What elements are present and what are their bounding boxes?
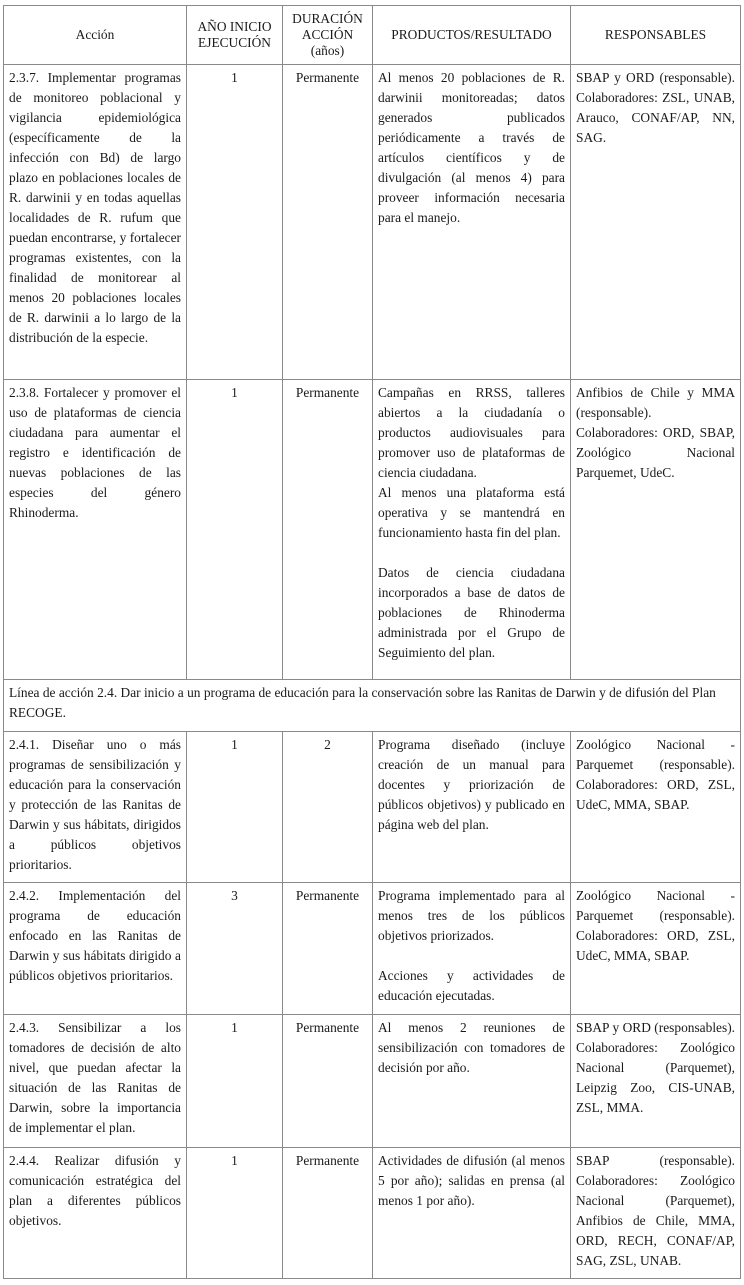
header-row [4, 6, 741, 65]
productos-paragraph: Campañas en RRSS, talleres abiertos a la ciudadanía o productos audiovisuales para promover uso de plataformas de ciencia ciudadana. [378, 385, 565, 480]
cell-ano: 1 [187, 1015, 283, 1148]
cell-duracion: 2 [283, 732, 373, 883]
cell-accion: 2.4.4. Realizar difusión y comunicación estratégica del plan a diferentes públicos objetivos. [4, 1148, 187, 1279]
cell-productos: Al menos 2 reuniones de sensibilización con tomadores de decisión por año. [373, 1015, 571, 1148]
linea-accion-text: Línea de acción 2.4. Dar inicio a un programa de educación para la conservación sobre las Ranitas de Darwin y de difusión del Plan RECOGE. [4, 680, 741, 732]
productos-paragraph: Acciones y actividades de educación ejecutadas. [378, 968, 565, 1003]
header-ano-inicio: AÑO INICIO EJECUCIÓN [187, 6, 283, 65]
cell-duracion: Permanente [283, 380, 373, 680]
cell-accion: 2.4.2. Implementación del programa de educación enfocado en las Ranitas de Darwin y sus hábitats dirigido a públicos objetivos prioritarios. [4, 883, 187, 1015]
table-row [4, 1015, 741, 1148]
cell-duracion: Permanente [283, 1015, 373, 1148]
cell-responsables: Zoológico Nacional - Parquemet (responsable). Colaboradores: ORD, ZSL, UdeC, MMA, SBAP. [571, 883, 741, 1015]
header-accion: Acción [4, 6, 187, 65]
table-row [4, 883, 741, 1015]
paragraph-gap [378, 946, 565, 966]
cell-ano: 3 [187, 883, 283, 1015]
cell-productos [373, 883, 571, 1015]
header-responsables: RESPONSABLES [571, 6, 741, 65]
productos-paragraph: Programa implementado para al menos tres de los públicos objetivos priorizados. [378, 888, 565, 943]
cell-accion: 2.4.1. Diseñar uno o más programas de sensibilización y educación para la conservación y protección de las Ranitas de Darwin y sus hábitats, dirigidos a públicos objetivos prioritarios. [4, 732, 187, 883]
cell-accion: 2.3.8. Fortalecer y promover el uso de plataformas de ciencia ciudadana para aumentar el registro e identificación de nuevas poblaciones de las especies del género Rhinoderma. [4, 380, 187, 680]
cell-ano: 1 [187, 1148, 283, 1279]
productos-paragraph: Al menos una plataforma está operativa y se mantendrá en funcionamiento hasta fin del plan. [378, 485, 565, 540]
cell-responsables: Zoológico Nacional - Parquemet (responsable). Colaboradores: ORD, ZSL, UdeC, MMA, SBAP. [571, 732, 741, 883]
header-duracion-label: DURACIÓN ACCIÓN [292, 10, 363, 42]
cell-responsables: SBAP (responsable). Colaboradores: Zoológico Nacional (Parquemet), Anfibios de Chile, MMA, ORD, RECH, CONAF/AP, SAG, ZSL, UNAB. [571, 1148, 741, 1279]
cell-ano: 1 [187, 65, 283, 380]
cell-accion: 2.4.3. Sensibilizar a los tomadores de decisión de alto nivel, que puedan afectar la situación de las Ranitas de Darwin, sobre la importancia de implementar el plan. [4, 1015, 187, 1148]
cell-ano: 1 [187, 732, 283, 883]
cell-productos [373, 380, 571, 680]
cell-duracion: Permanente [283, 65, 373, 380]
header-duracion [283, 6, 373, 65]
cell-ano: 1 [187, 380, 283, 680]
cell-productos: Actividades de difusión (al menos 5 por año); salidas en prensa (al menos 1 por año). [373, 1148, 571, 1279]
cell-responsables: Anfibios de Chile y MMA (responsable). Colaboradores: ORD, SBAP, Zoológico Nacional Parquemet, UdeC. [571, 380, 741, 680]
cell-duracion: Permanente [283, 883, 373, 1015]
cell-productos: Al menos 20 poblaciones de R. darwinii monitoreadas; datos generados publicados periódicamente a través de artículos científicos y de divulgación (al menos 4) para proveer información necesaria para el manejo. [373, 65, 571, 380]
table-row [4, 1148, 741, 1279]
cell-responsables: SBAP y ORD (responsable). Colaboradores: ZSL, UNAB, Arauco, CONAF/AP, NN, SAG. [571, 65, 741, 380]
table-row [4, 65, 741, 380]
header-productos: PRODUCTOS/RESULTADO [373, 6, 571, 65]
table-row [4, 732, 741, 883]
table-row [4, 380, 741, 680]
cell-responsables: SBAP y ORD (responsables). Colaboradores: Zoológico Nacional (Parquemet), Leipzig Zoo, CIS-UNAB, ZSL, MMA. [571, 1015, 741, 1148]
cell-productos: Programa diseñado (incluye creación de un manual para docentes y priorización de públicos objetivos) y publicado en página web del plan. [373, 732, 571, 883]
action-plan-table [3, 5, 741, 1279]
paragraph-gap [378, 543, 565, 563]
cell-accion: 2.3.7. Implementar programas de monitoreo poblacional y vigilancia epidemiológica (específicamente de la infección con Bd) de largo plazo en poblaciones locales de R. darwinii y en todas aquellas localidades de R. rufum que puedan encontrarse, y fortalecer programas existentes, con la finalidad de monitorear al menos 20 poblaciones locales de R. darwinii a lo largo de la distribución de la especie. [4, 65, 187, 380]
productos-paragraph: Datos de ciencia ciudadana incorporados a base de datos de poblaciones de Rhinoderma administrada por el Grupo de Seguimiento del plan. [378, 565, 565, 660]
cell-duracion: Permanente [283, 1148, 373, 1279]
header-duracion-unit: (años) [310, 42, 345, 58]
linea-accion-row [4, 680, 741, 732]
